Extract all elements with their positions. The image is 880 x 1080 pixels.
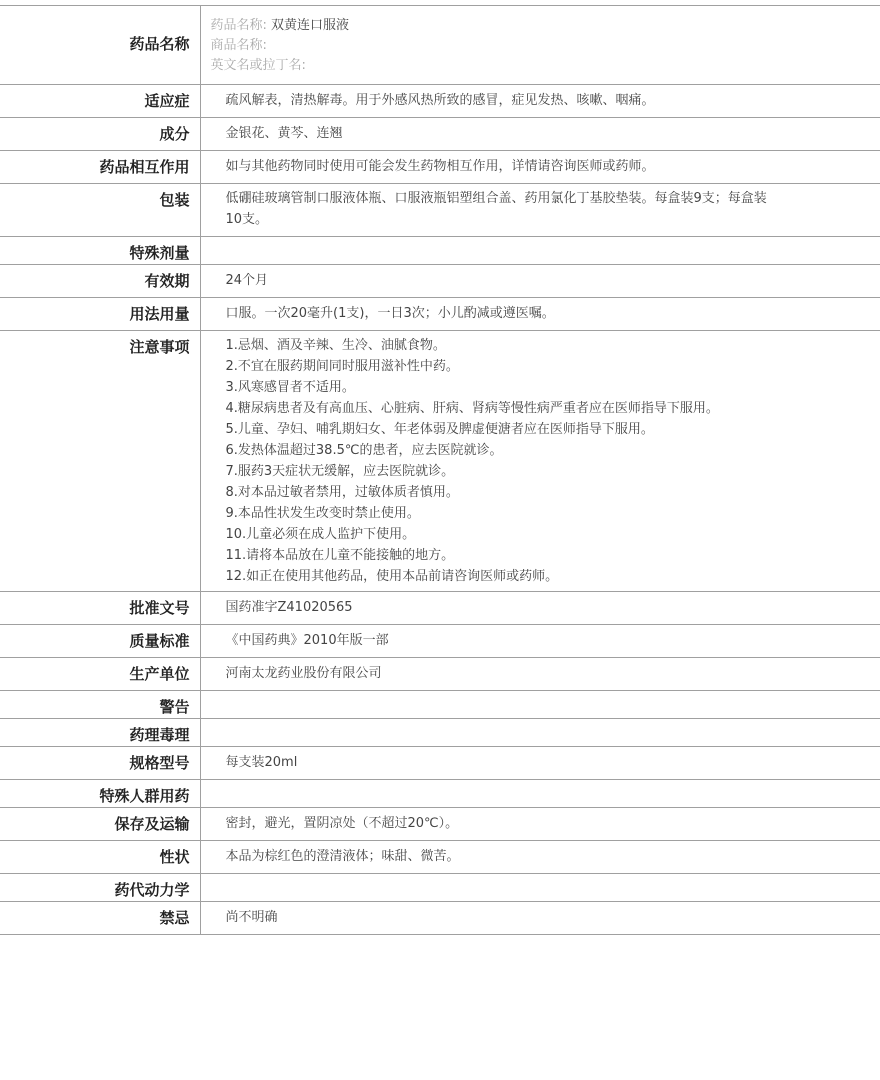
value-manufacturer: 河南太龙药业股份有限公司 [200, 657, 880, 690]
value-special-population [200, 779, 880, 807]
row-approval [0, 591, 880, 624]
label-manufacturer: 生产单位 [0, 657, 200, 690]
value-ingredients: 金银花、黄芩、连翘 [200, 117, 880, 150]
value-indication: 疏风解表，清热解毒。用于外感风热所致的感冒，症见发热、咳嗽、咽痛。 [200, 84, 880, 117]
trade-name-line [211, 36, 880, 56]
latin-name-line [211, 56, 880, 76]
row-pharmacokinetics [0, 873, 880, 901]
value-storage: 密封，避光，置阴凉处（不超过20℃）。 [200, 807, 880, 840]
row-contraindications [0, 901, 880, 934]
precaution-item: 4.糖尿病患者及有高血压、心脏病、肝病、肾病等慢性病严重者应在医师指导下服用。 [225, 400, 719, 416]
drug-info-sheet [0, 5, 880, 935]
label-ingredients: 成分 [0, 117, 200, 150]
drug-name-key: 药品名称: [210, 18, 267, 33]
precaution-item: 2.不宜在服药期间同时服用滋补性中药。 [225, 358, 459, 374]
row-indication [0, 84, 880, 117]
drug-name-value: 双黄连口服液 [271, 18, 350, 33]
label-warning: 警告 [0, 690, 200, 718]
label-shelf-life: 有效期 [0, 264, 200, 297]
value-warning [200, 690, 880, 718]
precaution-item: 6.发热体温超过38.5℃的患者，应去医院就诊。 [225, 442, 503, 458]
precaution-item: 12.如正在使用其他药品，使用本品前请咨询医师或药师。 [225, 568, 559, 584]
row-warning [0, 690, 880, 718]
precaution-item: 9.本品性状发生改变时禁止使用。 [225, 505, 420, 521]
precaution-item: 7.服药3天症状无缓解，应去医院就诊。 [225, 463, 455, 479]
value-properties: 本品为棕红色的澄清液体；味甜、微苦。 [200, 840, 880, 873]
label-name: 药品名称 [0, 6, 200, 84]
label-approval: 批准文号 [0, 591, 200, 624]
precaution-item: 11.请将本品放在儿童不能接触的地方。 [225, 547, 455, 563]
drug-info-table [0, 6, 880, 935]
row-name [0, 6, 880, 84]
label-dosage: 用法用量 [0, 297, 200, 330]
value-toxicology [200, 718, 880, 746]
value-special-dose [200, 236, 880, 264]
value-standard: 《中国药典》2010年版一部 [200, 624, 880, 657]
value-pharmacokinetics [200, 873, 880, 901]
precaution-item: 8.对本品过敏者禁用，过敏体质者慎用。 [225, 484, 459, 500]
value-interactions: 如与其他药物同时使用可能会发生药物相互作用，详情请咨询医师或药师。 [200, 150, 880, 183]
label-pharmacokinetics: 药代动力学 [0, 873, 200, 901]
value-name-block [200, 6, 880, 84]
value-spec: 每支装20ml [200, 746, 880, 779]
label-special-population: 特殊人群用药 [0, 779, 200, 807]
trade-name-key: 商品名称: [210, 38, 267, 53]
label-interactions: 药品相互作用 [0, 150, 200, 183]
precaution-item: 5.儿童、孕妇、哺乳期妇女、年老体弱及脾虚便溏者应在医师指导下服用。 [225, 421, 654, 437]
row-special-dose [0, 236, 880, 264]
row-manufacturer [0, 657, 880, 690]
row-toxicology [0, 718, 880, 746]
value-approval: 国药准字Z41020565 [200, 591, 880, 624]
precaution-item: 1.忌烟、酒及辛辣、生冷、油腻食物。 [225, 337, 446, 353]
latin-name-key: 英文名或拉丁名: [210, 58, 306, 73]
value-packaging: 低硼硅玻璃管制口服液体瓶、口服液瓶铝塑组合盖、药用氯化丁基胶垫装。每盒装9支；每盒装10支。 [200, 183, 880, 236]
row-properties [0, 840, 880, 873]
label-standard: 质量标准 [0, 624, 200, 657]
row-spec [0, 746, 880, 779]
precaution-item: 3.风寒感冒者不适用。 [225, 379, 355, 395]
row-standard [0, 624, 880, 657]
precaution-item: 10.儿童必须在成人监护下使用。 [225, 526, 416, 542]
label-packaging: 包装 [0, 183, 200, 236]
label-contraindications: 禁忌 [0, 901, 200, 934]
label-spec: 规格型号 [0, 746, 200, 779]
row-interactions [0, 150, 880, 183]
row-ingredients [0, 117, 880, 150]
label-precautions: 注意事项 [0, 330, 200, 591]
value-shelf-life: 24个月 [200, 264, 880, 297]
value-dosage: 口服。一次20毫升(1支)，一日3次；小儿酌减或遵医嘱。 [200, 297, 880, 330]
label-storage: 保存及运输 [0, 807, 200, 840]
row-special-population [0, 779, 880, 807]
label-indication: 适应症 [0, 84, 200, 117]
drug-name-line [211, 16, 880, 36]
row-shelf-life [0, 264, 880, 297]
label-special-dose: 特殊剂量 [0, 236, 200, 264]
row-dosage [0, 297, 880, 330]
value-contraindications: 尚不明确 [200, 901, 880, 934]
row-precautions [0, 330, 880, 591]
row-packaging [0, 183, 880, 236]
label-properties: 性状 [0, 840, 200, 873]
row-storage [0, 807, 880, 840]
label-toxicology: 药理毒理 [0, 718, 200, 746]
value-precautions [200, 330, 880, 591]
